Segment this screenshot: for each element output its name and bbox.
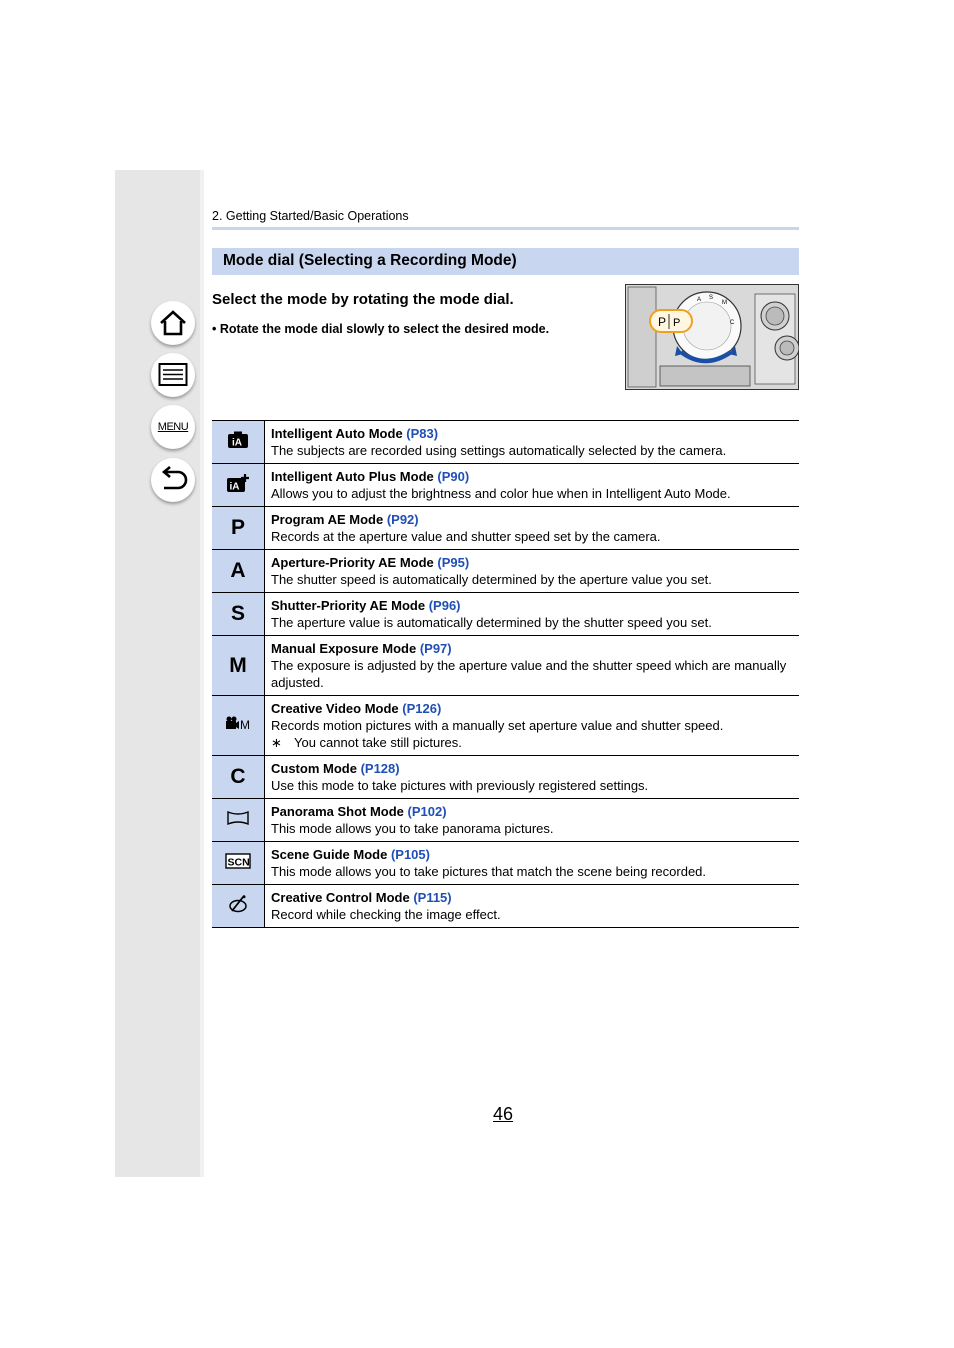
mode-page-link[interactable]: (P97): [419, 641, 452, 656]
mode-description-cell: [265, 842, 800, 885]
mode-description-cell: [265, 593, 800, 636]
mode-description: Record while checking the image effect.: [271, 907, 501, 922]
svg-text:iA: iA: [232, 437, 242, 448]
mode-icon-text: SCN: [227, 856, 250, 868]
page-number: 46: [493, 1104, 514, 1124]
svg-text:iA: iA: [229, 481, 240, 492]
mode-row: [212, 421, 799, 464]
mode-icon-cell: [212, 636, 265, 696]
mode-title: Creative Video Mode: [271, 701, 399, 716]
mode-icon-cell: [212, 842, 265, 885]
section-header: [212, 248, 799, 275]
mode-icon-cell: [212, 593, 265, 636]
mode-title: Program AE Mode: [271, 512, 384, 527]
mode-title: Creative Control Mode: [271, 890, 410, 905]
mode-description-cell: [265, 885, 800, 928]
mode-description-cell: [265, 464, 800, 507]
mode-title: Shutter-Priority AE Mode: [271, 598, 426, 613]
mode-dial-illustration: [625, 284, 799, 390]
mode-title: Aperture-Priority AE Mode: [271, 555, 434, 570]
mode-icon-cell: [212, 696, 265, 756]
mode-description: The shutter speed is automatically determined by the aperture value you set.: [271, 572, 712, 587]
mode-icon-cell: [212, 885, 265, 928]
scn-icon: [225, 856, 251, 873]
mode-page-link[interactable]: (P115): [413, 890, 452, 905]
mode-description: The subjects are recorded using settings automatically selected by the camera.: [271, 443, 727, 458]
mode-description: Use this mode to take pictures with previously registered settings.: [271, 778, 649, 793]
mode-description: Records at the aperture value and shutter speed set by the camera.: [271, 529, 661, 544]
mode-table: [212, 420, 799, 928]
mode-description: This mode allows you to take panorama pictures.: [271, 821, 554, 836]
menu-button[interactable]: [151, 405, 195, 449]
section-title: Mode dial (Selecting a Recording Mode): [223, 252, 517, 269]
mode-icon-cell: [212, 421, 265, 464]
mode-icon-text: M: [240, 718, 250, 731]
mode-page-link[interactable]: (P128): [360, 761, 400, 776]
mode-description-cell: [265, 550, 800, 593]
back-arrow-icon: [158, 466, 188, 494]
mode-row: [212, 550, 799, 593]
menu-label: MENU: [157, 421, 189, 433]
mode-description: Allows you to adjust the brightness and color hue when in Intelligent Auto Mode.: [271, 486, 731, 501]
mode-description-cell: [265, 421, 800, 464]
mode-letter-icon: M: [229, 653, 247, 677]
mode-page-link[interactable]: (P126): [402, 701, 442, 716]
mode-row: [212, 464, 799, 507]
mode-page-link[interactable]: (P105): [390, 847, 430, 862]
dial-letter-m: M: [722, 300, 727, 306]
list-icon: [158, 362, 188, 388]
mode-description: This mode allows you to take pictures that match the scene being recorded.: [271, 864, 707, 879]
bullet-note: • Rotate the mode dial slowly to select the desired mode.: [212, 322, 550, 336]
instruction: Select the mode by rotating the mode dial.: [212, 291, 514, 308]
intelligent-auto-icon: [227, 436, 249, 453]
mode-title: Manual Exposure Mode: [271, 641, 417, 656]
creative-control-icon: [228, 900, 248, 917]
mode-page-link[interactable]: (P102): [407, 804, 447, 819]
mode-description-cell: [265, 756, 800, 799]
mode-page-link[interactable]: (P90): [437, 469, 470, 484]
dial-pointer-letter: P: [658, 315, 667, 329]
mode-page-link[interactable]: (P83): [406, 426, 439, 441]
mode-letter-icon: S: [230, 602, 245, 625]
mode-letter-icon: P: [230, 516, 245, 539]
sidebar-edge: [200, 170, 204, 1177]
mode-description: Records motion pictures with a manually set aperture value and shutter speed.: [271, 718, 724, 733]
mode-page-link[interactable]: (P92): [386, 512, 419, 527]
mode-page-link[interactable]: (P95): [437, 555, 470, 570]
mode-row: [212, 799, 799, 842]
mode-row: [212, 885, 799, 928]
mode-row: [212, 842, 799, 885]
mode-description: The exposure is adjusted by the aperture value and the shutter speed which are manually adjusted.: [271, 658, 787, 690]
mode-row: [212, 756, 799, 799]
contents-button[interactable]: [151, 353, 195, 397]
mode-description-cell: [265, 799, 800, 842]
mode-note: [271, 734, 793, 751]
dial-letter-a: A: [697, 297, 702, 303]
mode-description-cell: [265, 636, 800, 696]
breadcrumb: 2. Getting Started/Basic Operations: [212, 209, 409, 223]
mode-page-link[interactable]: (P96): [428, 598, 461, 613]
creative-video-icon: [224, 718, 252, 735]
mode-row: [212, 593, 799, 636]
mode-letter-icon: C: [230, 765, 246, 788]
home-button[interactable]: [151, 301, 195, 345]
mode-title: Custom Mode: [271, 761, 357, 776]
mode-title: Intelligent Auto Mode: [271, 426, 403, 441]
mode-icon-cell: [212, 550, 265, 593]
mode-description-cell: [265, 507, 800, 550]
mode-icon-cell: [212, 799, 265, 842]
mode-row: [212, 636, 799, 696]
dial-letter-c: C: [730, 320, 735, 326]
note-text: You cannot take still pictures.: [294, 735, 462, 750]
panorama-icon: [227, 812, 249, 829]
mode-title: Panorama Shot Mode: [271, 804, 404, 819]
mode-title: Intelligent Auto Plus Mode: [271, 469, 434, 484]
mode-row: [212, 696, 799, 756]
back-button[interactable]: [151, 458, 195, 502]
dial-current-letter: P: [673, 317, 681, 329]
mode-description-cell: [265, 696, 800, 756]
dial-letter-s: S: [709, 295, 714, 301]
intelligent-auto-plus-icon: [226, 480, 250, 497]
mode-description: The aperture value is automatically determined by the shutter speed you set.: [271, 615, 712, 630]
mode-icon-cell: [212, 507, 265, 550]
mode-title: Scene Guide Mode: [271, 847, 388, 862]
note-mark: ∗: [271, 735, 282, 750]
home-icon: [158, 308, 188, 338]
breadcrumb-underline: [212, 227, 799, 230]
mode-icon-cell: [212, 464, 265, 507]
mode-letter-icon: A: [230, 559, 246, 582]
mode-icon-cell: [212, 756, 265, 799]
mode-row: [212, 507, 799, 550]
